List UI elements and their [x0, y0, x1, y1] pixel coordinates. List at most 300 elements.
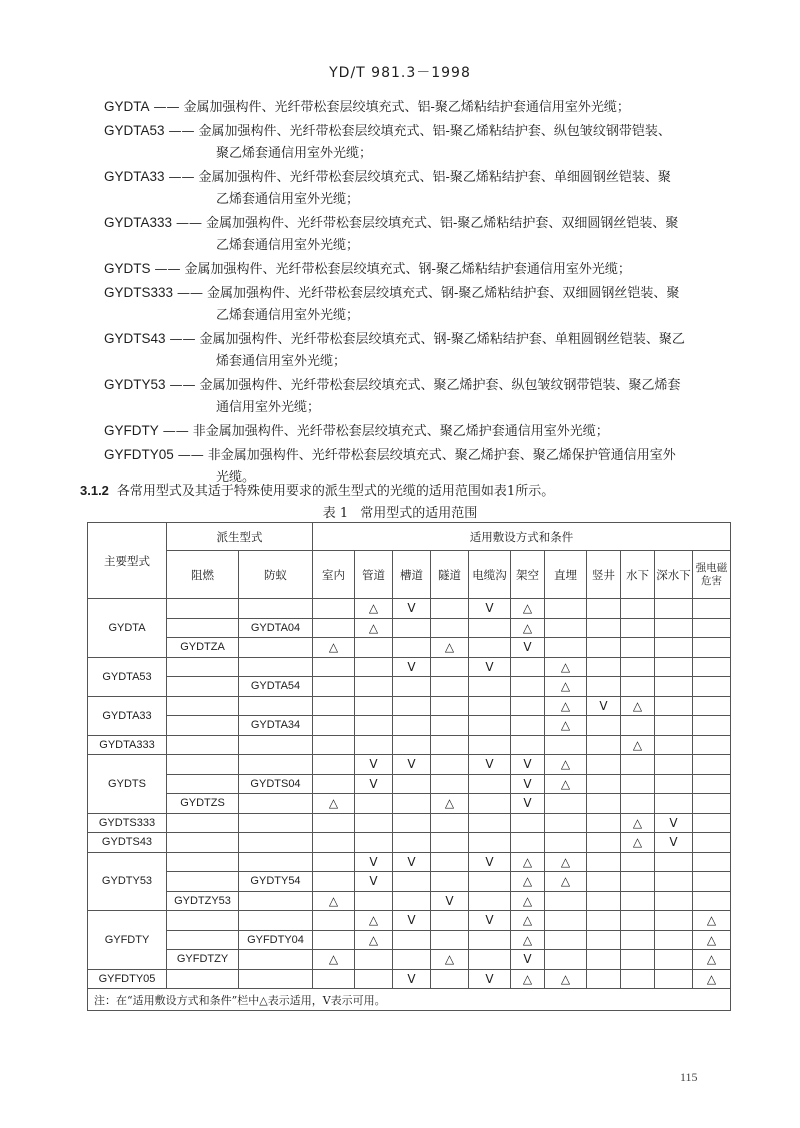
condition-mark-cell [655, 930, 693, 950]
table-row [88, 618, 731, 638]
condition-mark-cell [655, 716, 693, 736]
termite-proof-cell [239, 599, 313, 619]
dash-separator: —— [168, 170, 195, 185]
flame-retardant-cell [167, 755, 239, 775]
condition-mark-cell [655, 774, 693, 794]
table-row [88, 716, 731, 736]
condition-mark-cell [431, 716, 469, 736]
condition-mark-cell: V [469, 755, 511, 775]
condition-mark-cell [655, 755, 693, 775]
table-caption [0, 502, 800, 521]
condition-mark-cell: V [431, 891, 469, 911]
table-row [88, 735, 731, 755]
condition-mark-cell: V [511, 794, 545, 814]
condition-mark-cell: V [393, 852, 431, 872]
condition-mark-cell: V [469, 969, 511, 989]
condition-mark-cell [313, 911, 355, 931]
condition-mark-cell [587, 872, 621, 892]
condition-mark-cell [469, 774, 511, 794]
condition-mark-cell [355, 950, 393, 970]
condition-mark-cell [587, 794, 621, 814]
table-note: 注：在“适用敷设方式和条件”栏中△表示适用，V表示可用。 [88, 989, 731, 1011]
condition-mark-cell [587, 618, 621, 638]
flame-retardant-cell [167, 911, 239, 931]
definition-line [104, 420, 744, 443]
condition-mark-cell: V [655, 813, 693, 833]
condition-mark-cell [469, 716, 511, 736]
definition-line [104, 166, 744, 189]
condition-mark-cell [313, 852, 355, 872]
condition-mark-cell [469, 813, 511, 833]
condition-mark-cell: △ [545, 677, 587, 697]
condition-mark-cell [621, 774, 655, 794]
condition-mark-cell [693, 852, 731, 872]
condition-mark-cell [545, 833, 587, 853]
condition-mark-cell: △ [313, 638, 355, 658]
condition-mark-cell: V [469, 657, 511, 677]
condition-mark-cell [587, 911, 621, 931]
condition-mark-cell [511, 813, 545, 833]
definition-text: 金属加强构件、光纤带松套层绞填充式、聚乙烯护套、纵包皱纹钢带铠装、聚乙烯套 [199, 378, 681, 393]
condition-mark-cell: △ [355, 618, 393, 638]
dash-separator: —— [153, 100, 180, 115]
condition-mark-cell [431, 930, 469, 950]
definition-text: 金属加强构件、光纤带松套层绞填充式、铝-聚乙烯粘结护套、双细圆钢丝铠装、聚 [206, 216, 679, 231]
condition-mark-cell [469, 833, 511, 853]
definition-line [104, 328, 744, 351]
table-row [88, 755, 731, 775]
definition-item [104, 212, 744, 257]
cable-code: GYDTA [104, 99, 150, 114]
definition-line [104, 374, 744, 397]
flame-retardant-cell [167, 833, 239, 853]
condition-mark-cell [469, 872, 511, 892]
condition-mark-cell [587, 716, 621, 736]
condition-mark-cell [587, 657, 621, 677]
condition-mark-cell [693, 618, 731, 638]
condition-mark-cell [355, 794, 393, 814]
definition-line [104, 397, 744, 419]
condition-mark-cell [313, 930, 355, 950]
termite-proof-cell [239, 755, 313, 775]
condition-mark-cell: V [587, 696, 621, 716]
condition-mark-cell [313, 969, 355, 989]
definition-item [104, 96, 744, 119]
condition-mark-cell [511, 716, 545, 736]
condition-mark-cell [587, 852, 621, 872]
termite-proof-cell: GYDTA34 [239, 716, 313, 736]
header-main-type: 主要型式 [88, 523, 167, 599]
condition-mark-cell [621, 755, 655, 775]
termite-proof-cell: GYDTA04 [239, 618, 313, 638]
dash-separator: —— [177, 448, 204, 463]
condition-mark-cell [621, 930, 655, 950]
main-type-cell: GYDTA333 [88, 735, 167, 755]
condition-mark-cell [655, 891, 693, 911]
condition-mark-cell [355, 735, 393, 755]
condition-mark-cell [693, 774, 731, 794]
condition-mark-cell [313, 696, 355, 716]
main-type-cell: GYFDTY05 [88, 969, 167, 989]
condition-mark-cell [393, 618, 431, 638]
condition-mark-cell: △ [355, 911, 393, 931]
condition-mark-cell [313, 813, 355, 833]
table-header [88, 523, 731, 599]
definition-text: 乙烯套通信用室外光缆； [216, 238, 360, 253]
dash-separator: —— [169, 378, 196, 393]
condition-mark-cell: △ [621, 813, 655, 833]
header-condition-column: 竖井 [587, 551, 621, 599]
condition-mark-cell: △ [545, 774, 587, 794]
condition-mark-cell: △ [355, 930, 393, 950]
condition-mark-cell [693, 696, 731, 716]
condition-mark-cell: V [511, 950, 545, 970]
termite-proof-cell: GYFDTY04 [239, 930, 313, 950]
condition-mark-cell: △ [545, 716, 587, 736]
condition-mark-cell: V [393, 755, 431, 775]
condition-mark-cell [587, 755, 621, 775]
main-type-cell: GYDTS43 [88, 833, 167, 853]
condition-mark-cell: V [511, 755, 545, 775]
condition-mark-cell [393, 872, 431, 892]
dash-separator: —— [154, 262, 181, 277]
condition-mark-cell: V [655, 833, 693, 853]
table-row [88, 891, 731, 911]
header-termite: 防蚁 [239, 551, 313, 599]
definition-text: 聚乙烯套通信用室外光缆； [216, 146, 373, 161]
definition-text: 乙烯套通信用室外光缆； [216, 308, 360, 323]
condition-mark-cell [545, 911, 587, 931]
condition-mark-cell [655, 852, 693, 872]
flame-retardant-cell [167, 930, 239, 950]
condition-mark-cell [431, 657, 469, 677]
cable-code: GYDTA333 [104, 215, 173, 230]
cable-code: GYDTS333 [104, 285, 174, 300]
definition-line [104, 189, 744, 211]
condition-mark-cell [655, 794, 693, 814]
condition-mark-cell [693, 677, 731, 697]
flame-retardant-cell: GYFDTZY [167, 950, 239, 970]
termite-proof-cell [239, 950, 313, 970]
cable-definitions [104, 96, 744, 490]
condition-mark-cell: △ [693, 911, 731, 931]
condition-mark-cell [587, 891, 621, 911]
cable-code: GYDTA53 [104, 123, 165, 138]
definition-item [104, 282, 744, 327]
condition-mark-cell: △ [545, 657, 587, 677]
condition-mark-cell [431, 755, 469, 775]
condition-mark-cell: V [511, 774, 545, 794]
condition-mark-cell [431, 813, 469, 833]
condition-mark-cell [621, 599, 655, 619]
condition-mark-cell [587, 813, 621, 833]
definition-item [104, 120, 744, 165]
condition-mark-cell [587, 833, 621, 853]
condition-mark-cell [587, 969, 621, 989]
condition-mark-cell [621, 794, 655, 814]
condition-mark-cell [313, 657, 355, 677]
condition-mark-cell [693, 833, 731, 853]
condition-mark-cell [393, 638, 431, 658]
definition-text: 通信用室外光缆； [216, 400, 321, 415]
condition-mark-cell [621, 716, 655, 736]
termite-proof-cell [239, 969, 313, 989]
condition-mark-cell: V [469, 852, 511, 872]
condition-mark-cell: △ [621, 735, 655, 755]
definition-text: 金属加强构件、光纤带松套层绞填充式、钢-聚乙烯粘结护套通信用室外光缆； [184, 262, 631, 277]
condition-mark-cell [393, 774, 431, 794]
condition-mark-cell [355, 891, 393, 911]
table-note-row [88, 989, 731, 1011]
main-type-cell: GYDTY53 [88, 852, 167, 911]
table-row [88, 794, 731, 814]
table-row [88, 872, 731, 892]
condition-mark-cell [355, 969, 393, 989]
cable-code: GYDTA33 [104, 169, 165, 184]
condition-mark-cell [587, 950, 621, 970]
termite-proof-cell [239, 794, 313, 814]
condition-mark-cell [431, 677, 469, 697]
condition-mark-cell [693, 657, 731, 677]
flame-retardant-cell [167, 696, 239, 716]
definition-line [104, 282, 744, 305]
header-condition-column: 管道 [355, 551, 393, 599]
condition-mark-cell [655, 638, 693, 658]
condition-mark-cell: V [393, 599, 431, 619]
condition-mark-cell [431, 696, 469, 716]
condition-mark-cell [313, 677, 355, 697]
condition-mark-cell [693, 716, 731, 736]
termite-proof-cell: GYDTY54 [239, 872, 313, 892]
flame-retardant-cell [167, 618, 239, 638]
condition-mark-cell [313, 735, 355, 755]
condition-mark-cell: △ [431, 950, 469, 970]
condition-mark-cell [587, 677, 621, 697]
flame-retardant-cell [167, 677, 239, 697]
condition-mark-cell [621, 852, 655, 872]
condition-mark-cell: △ [511, 969, 545, 989]
header-conditions-group: 适用敷设方式和条件 [313, 523, 731, 551]
condition-mark-cell: V [355, 852, 393, 872]
cable-code: GYDTS43 [104, 331, 166, 346]
condition-mark-cell [313, 755, 355, 775]
flame-retardant-cell [167, 657, 239, 677]
condition-mark-cell [355, 638, 393, 658]
condition-mark-cell [545, 638, 587, 658]
condition-mark-cell [393, 716, 431, 736]
condition-mark-cell [587, 774, 621, 794]
condition-mark-cell: △ [545, 696, 587, 716]
condition-mark-cell [393, 891, 431, 911]
condition-mark-cell [545, 618, 587, 638]
condition-mark-cell: V [511, 638, 545, 658]
condition-mark-cell: △ [511, 911, 545, 931]
condition-mark-cell [545, 891, 587, 911]
standard-code: YD/T 981.3－1998 [329, 65, 471, 81]
condition-mark-cell: V [355, 872, 393, 892]
condition-mark-cell: V [469, 911, 511, 931]
definition-text: 非金属加强构件、光纤带松套层绞填充式、聚乙烯护套通信用室外光缆； [192, 424, 609, 439]
condition-mark-cell: △ [431, 794, 469, 814]
condition-mark-cell [511, 833, 545, 853]
definition-line [104, 120, 744, 143]
termite-proof-cell [239, 911, 313, 931]
table-row [88, 911, 731, 931]
condition-mark-cell [693, 794, 731, 814]
condition-mark-cell [393, 813, 431, 833]
table-row [88, 833, 731, 853]
condition-mark-cell [587, 638, 621, 658]
condition-mark-cell [313, 716, 355, 736]
termite-proof-cell [239, 833, 313, 853]
dash-separator: —— [176, 216, 203, 231]
definition-text: 金属加强构件、光纤带松套层绞填充式、铝-聚乙烯粘结护套、纵包皱纹钢带铠装、 [198, 124, 671, 139]
condition-mark-cell [621, 911, 655, 931]
condition-mark-cell [511, 696, 545, 716]
definition-text: 光缆。 [216, 470, 256, 485]
table-row [88, 969, 731, 989]
condition-mark-cell [621, 969, 655, 989]
condition-mark-cell [431, 852, 469, 872]
dash-separator: —— [168, 124, 195, 139]
condition-mark-cell [431, 618, 469, 638]
flame-retardant-cell [167, 969, 239, 989]
header-condition-column: 强电磁危害 [693, 551, 731, 599]
condition-mark-cell: △ [511, 891, 545, 911]
table-caption-number: 表 1 [322, 506, 349, 521]
condition-mark-cell [431, 735, 469, 755]
termite-proof-cell [239, 891, 313, 911]
dash-separator: —— [169, 332, 196, 347]
condition-mark-cell [313, 872, 355, 892]
flame-retardant-cell: GYDTZA [167, 638, 239, 658]
condition-mark-cell [545, 930, 587, 950]
condition-mark-cell [621, 677, 655, 697]
condition-mark-cell [469, 618, 511, 638]
condition-mark-cell: V [355, 774, 393, 794]
clause-number: 3.1.2 [80, 483, 109, 498]
condition-mark-cell [655, 677, 693, 697]
condition-mark-cell [621, 872, 655, 892]
definition-text: 金属加强构件、光纤带松套层绞填充式、铝-聚乙烯粘结护套、单细圆钢丝铠装、聚 [198, 170, 671, 185]
condition-mark-cell [469, 638, 511, 658]
header-derived-group: 派生型式 [167, 523, 313, 551]
condition-mark-cell: △ [545, 969, 587, 989]
condition-mark-cell: V [469, 599, 511, 619]
main-type-cell: GYDTA [88, 599, 167, 658]
header-condition-column: 隧道 [431, 551, 469, 599]
header-condition-column: 水下 [621, 551, 655, 599]
condition-mark-cell [693, 735, 731, 755]
condition-mark-cell [393, 794, 431, 814]
definition-line [104, 305, 744, 327]
table-row [88, 852, 731, 872]
condition-mark-cell: △ [693, 969, 731, 989]
termite-proof-cell: GYDTS04 [239, 774, 313, 794]
condition-mark-cell [431, 833, 469, 853]
condition-mark-cell [393, 696, 431, 716]
definition-text: 烯套通信用室外光缆； [216, 354, 347, 369]
condition-mark-cell: △ [621, 696, 655, 716]
condition-mark-cell [587, 930, 621, 950]
condition-mark-cell: V [393, 911, 431, 931]
condition-mark-cell [469, 891, 511, 911]
flame-retardant-cell [167, 735, 239, 755]
condition-mark-cell [693, 599, 731, 619]
condition-mark-cell [355, 833, 393, 853]
main-type-cell: GYDTS333 [88, 813, 167, 833]
condition-mark-cell: △ [431, 638, 469, 658]
definition-line [104, 96, 744, 119]
definition-text: 金属加强构件、光纤带松套层绞填充式、铝-聚乙烯粘结护套通信用室外光缆； [183, 100, 630, 115]
condition-mark-cell: V [393, 657, 431, 677]
definition-text: 乙烯套通信用室外光缆； [216, 192, 360, 207]
termite-proof-cell: GYDTA54 [239, 677, 313, 697]
condition-mark-cell [393, 930, 431, 950]
main-type-cell: GYDTS [88, 755, 167, 814]
condition-mark-cell [655, 599, 693, 619]
condition-mark-cell [431, 599, 469, 619]
condition-mark-cell [693, 813, 731, 833]
condition-mark-cell [355, 716, 393, 736]
condition-mark-cell [393, 833, 431, 853]
flame-retardant-cell: GYDTZS [167, 794, 239, 814]
condition-mark-cell: △ [621, 833, 655, 853]
cable-code: GYFDTY05 [104, 447, 174, 462]
clause-3-1-2 [80, 480, 740, 499]
condition-mark-cell: △ [313, 891, 355, 911]
condition-mark-cell [655, 696, 693, 716]
cable-code: GYDTS [104, 261, 151, 276]
clause-text: 各常用型式及其适于特殊使用要求的派生型式的光缆的适用范围如表1所示。 [116, 484, 555, 499]
definition-text: 金属加强构件、光纤带松套层绞填充式、钢-聚乙烯粘结护套、单粗圆钢丝铠装、聚乙 [199, 332, 685, 347]
condition-mark-cell [469, 735, 511, 755]
condition-mark-cell [313, 599, 355, 619]
table-row [88, 638, 731, 658]
dash-separator: —— [162, 424, 189, 439]
condition-mark-cell [655, 618, 693, 638]
definition-line [104, 351, 744, 373]
header-condition-column: 槽道 [393, 551, 431, 599]
condition-mark-cell [431, 872, 469, 892]
definition-item [104, 420, 744, 443]
condition-mark-cell [431, 969, 469, 989]
condition-mark-cell [313, 774, 355, 794]
condition-mark-cell: V [393, 969, 431, 989]
condition-mark-cell [469, 696, 511, 716]
condition-mark-cell [393, 950, 431, 970]
definition-line [104, 444, 744, 467]
definition-text: 非金属加强构件、光纤带松套层绞填充式、聚乙烯护套、聚乙烯保护管通信用室外 [207, 448, 676, 463]
condition-mark-cell [621, 657, 655, 677]
condition-mark-cell [511, 657, 545, 677]
condition-mark-cell [355, 813, 393, 833]
condition-mark-cell [621, 618, 655, 638]
flame-retardant-cell [167, 852, 239, 872]
condition-mark-cell: △ [545, 852, 587, 872]
condition-mark-cell [693, 638, 731, 658]
condition-mark-cell [655, 950, 693, 970]
usage-table [87, 522, 731, 1011]
condition-mark-cell [621, 891, 655, 911]
table-row [88, 950, 731, 970]
condition-mark-cell [693, 755, 731, 775]
definition-line [104, 258, 744, 281]
definition-item [104, 328, 744, 373]
definition-line [104, 143, 744, 165]
termite-proof-cell [239, 638, 313, 658]
termite-proof-cell [239, 735, 313, 755]
